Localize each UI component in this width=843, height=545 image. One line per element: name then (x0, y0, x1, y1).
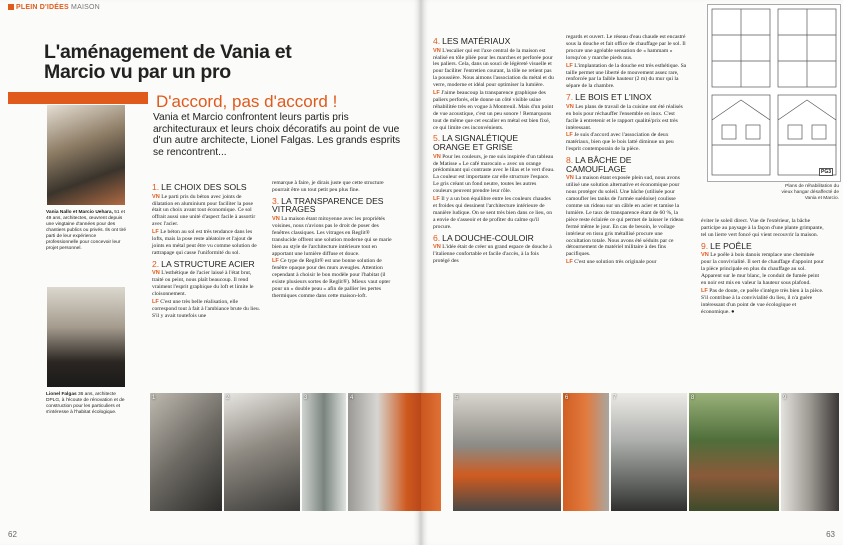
section-2-vn: VN L'esthétique de l'acier laissé à l'état brut, traité ou peint, nous plaît beaucoup. Il rend vraiment l'esprit graphique du loft et limite le cloisonnement. (152, 270, 254, 298)
section-7-vn: VN Les plans de travail de la cuisine ont été réalisés en bois pour réchauffer l'ensemble en inox. C'est facile à entretenir et le rapport qualité/prix est très intéressant. (566, 103, 683, 131)
architectural-plans (707, 4, 841, 182)
photo-strip-right (421, 393, 839, 511)
photo-4-continued (421, 393, 441, 511)
section-8-title: 8. LA BÂCHE DE CAMOUFLAGE (566, 155, 632, 174)
section-2-continued: remarque à faire, je dirais juste que cette structure pourrait être un tout petit peu plus fine. (272, 180, 384, 193)
caption-lionel-falgas (46, 392, 126, 416)
section-7-lf: LF Je suis d'accord avec l'association de deux matériaux, bien que le bois latté diminue un peu l'esprit contemporain de la pièce. (566, 132, 674, 153)
section-6-title: 6. LA DOUCHE-COULOIR (433, 232, 534, 243)
photo-vania-marcio (47, 105, 125, 205)
section-5-lf: LF Il y a un bon équilibre entre les couleurs chaudes et froides qui dessinent l'architecture intérieure de manière ludique. On se sent très bien dans ce lieu, on a envie de s'asseoir et de profiter du calme qu'il procure. (433, 196, 552, 230)
section-6-vn: VN L'idée était de créer un grand espace de douche à l'italienne confortable et facile d'accès, à la fois protégé des (433, 244, 552, 265)
right-page (421, 0, 843, 545)
section-2-lf: LF C'est une très belle réalisation, elle correspond tout à fait à l'ambiance brute du lieu. S'il y avait toutefois une (152, 298, 261, 319)
section-1-title: 1. LE CHOIX DES SOLS (152, 182, 247, 192)
section-7-title: 7. LE BOIS ET L'INOX (566, 92, 652, 103)
column-b (272, 180, 392, 301)
photo-3: 3 (302, 393, 346, 511)
column-d (566, 34, 688, 267)
section-9-title: 9. LE POÊLE (701, 240, 752, 251)
section-4-lf: LF J'aime beaucoup la transparence graphique des paliers perforés, elle donne un côté visible usine réhabilitée très en vogue à Montreuil. Mais d'un point de vue acoustique, c'est un peu sonore ! Remarquons tout de même que cet escalier en métal est bien fixé, ce qui limite ces inconvénients. (433, 90, 554, 131)
article-title: L'aménagement de Vania et Marcio vu par un pro (44, 41, 292, 83)
intro-text: Vania et Marcio confrontent leurs partis pris architecturaux et leurs choix décoratifs au point de vue d'un autre architecte, Lionel Falgas. Les grands esprits se rencontrent... (153, 112, 401, 158)
column-a (152, 180, 262, 321)
section-3-lf: LF Ce type de Reglit® est une bonne solution de fenêtre opaque pour des murs aveugles. Attention cependant à choisir le bon modèle pour l'habitat (il existe plusieurs sortes de Reglit®). Mieux vaut opter pour un « double peau » afin de pallier les pertes thermiques comme dans cette maison-loft. (272, 258, 391, 299)
plans-caption: Plans de réhabilitation du vieux hangar désaffecté de Vania et Marcio. (781, 184, 839, 201)
column-e (701, 218, 825, 316)
rubric-square-icon (8, 4, 14, 10)
section-2-title: 2. LA STRUCTURE ACIER (152, 258, 255, 269)
caption-vania-marcio (46, 210, 126, 252)
section-8-continued: éviter le soleil direct. Vue de l'extérieur, la bâche participe au paysage à la façon d'une plante grimpante, tel un lierre vert foncé qui vient recouvrir la maison. (701, 218, 824, 238)
plans-drawing (708, 5, 840, 181)
photo-8: 8 (689, 393, 779, 511)
section-9-lf: LF Pas de doute, ce poêle s'intègre très bien à la pièce. S'il contribue à la convivialité du lieu, il n'a guère intéressant d'un point de vue écologique et économique. ● (701, 287, 824, 315)
photo-2: 2 (224, 393, 300, 511)
photo-strip-left (150, 393, 421, 511)
left-page (0, 0, 421, 545)
section-3-title: 3. LA TRANSPARENCE DES VITRAGES (272, 195, 384, 215)
photo-lionel-falgas (47, 287, 125, 387)
section-9-vn: VN Le poêle à bois danois remplace une cheminée pour la convivialité. Il sert de chauffage d'appoint pour la pièce principale en plus du chauffage au sol. Apparent sur le mur blanc, le conduit de fumée peint en noir est mis en valeur la hauteur sous plafond. (701, 252, 824, 286)
photo-4: 4 (348, 393, 421, 511)
section-6-lf: LF L'implantation de la douche est très esthétique. Sa taille permet une liberté de mouvement assez rare, renforcée par la faible hauteur (2 m) du mur qui la sépare de la chambre. (566, 62, 687, 90)
section-4-vn: VN L'escalier qui est l'axe central de la maison est réalisé en tôle pliée pour les marches et perforée pour les paliers. Cela, dans un souci de légèreté visuelle et pour faciliter l'entretien courant, la tôle ne retient pas la poussière. Nous aimons l'association du métal et du verre, moderne et idéal pour optimiser la lumière. (433, 47, 554, 89)
caption1-text: 51 et 49 ans, architectes, œuvrent depuis une vingtaine d'années pour des chantiers publics ou privés. Ils ont tiré parti de leur expérience professionnelle pour concevoir leur projet personnel. (46, 210, 126, 251)
section-3-vn: VN La maison étant mitoyenne avec les propriétés voisines, nous n'avions pas le droit de poser des fenêtres classiques. Les vitrages en Reglit® translucide offrent une solution moderne qui se marie bien au style de l'architecture intérieure tout en apportant une lumière diffuse et douce. (272, 216, 392, 257)
caption2-names: Lionel Falgas (46, 392, 77, 397)
headline: D'accord, pas d'accord ! (156, 92, 338, 111)
photo-7: 7 (611, 393, 687, 511)
caption2-text: 36 ans, architecte DPLG, à l'écoute de rénovation et de construction pour les particuliers et s'intéresse à l'habitat écologique. (46, 392, 125, 415)
section-1-lf: LF Le béton au sol est très tendance dans les lofts, mais la pose reste aléatoire et l'ajout de joints en métal peut être vu comme solution de rattrapage qui casse l'uniformité du sol. (152, 229, 257, 256)
page-number-right: 63 (826, 530, 835, 539)
rubric (8, 4, 100, 11)
plans-code: PG3 (821, 169, 832, 175)
section-8-vn: VN La maison étant exposée plein sud, nous avons utilisé une solution alternative et économique pour nous protéger du soleil. Une bâche (utilisée pour camoufler les tanks de l'armée suédoise) coulisse comme un rideau sur un câble en acier et tamise la lumière. Le taux de transparence étant de 60 %, la pièce reste éclairée ce qui permet de laisser le rideau fermé même le jour. En cas de besoin, le voilage intérieur en tissu gris métallisé procure une occultation totale. Nous avons été séduits par ce détournement de matériel militaire à des fins pacifiques. (566, 175, 684, 258)
section-6-continued: regards et ouvert. Le réseau d'eau chaude est encastré sous la douche et fait office de chauffage par le sol. Il procure une agréable sensation de « hammam » lorsqu'on y marche pieds nus. (566, 34, 686, 61)
column-c (433, 34, 555, 266)
photo-5: 5 (453, 393, 561, 511)
orange-bar (8, 92, 148, 104)
section-8-lf: LF C'est une solution très originale pour (566, 259, 657, 266)
section-5-title: 5. LA SIGNALÉTIQUE ORANGE ET GRISE (433, 133, 519, 153)
page-number-left: 62 (8, 530, 17, 539)
photo-6: 6 (563, 393, 609, 511)
section-4-title: 4. LES MATÉRIAUX (433, 36, 511, 46)
section-5-vn: VN Pour les couleurs, je me suis inspirée d'un tableau de Matisse « Le café marocain » avec un orange prédominant qui contraste avec le lilas et le vert d'eau. La couleur est importante car elle structure l'espace. Le gris créant un fond neutre, toutes les autres couleurs peuvent prendre leur rôle. (433, 153, 555, 195)
caption1-names: Vania Nallo et Marcio Uehara, (46, 210, 113, 215)
rubric-sub: MAISON (71, 4, 100, 11)
section-1-vn: VN Le parti pris du béton avec joints de dilatation en aluminium pour faciliter la pose était un choix avant tout économique. Ce sol offrait aussi une unité d'aspect facile à assortir avec l'acier. (152, 193, 256, 228)
photo-1: 1 (150, 393, 222, 511)
rubric-main: PLEIN D'IDÉES (16, 4, 69, 11)
photo-9: 9 (781, 393, 839, 511)
